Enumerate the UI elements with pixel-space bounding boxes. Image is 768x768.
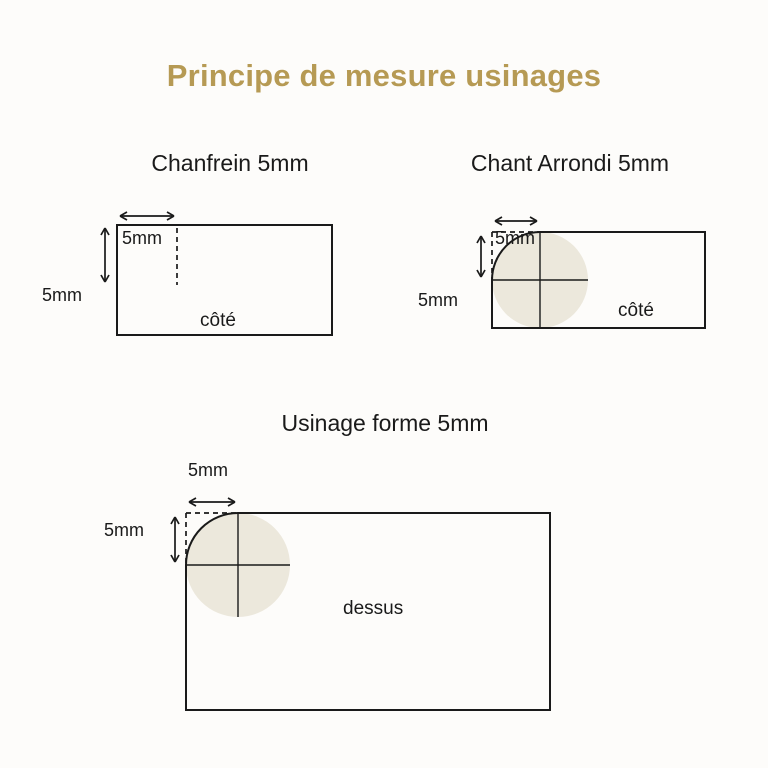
round-edge-vertical-dim-label: 5mm bbox=[418, 290, 458, 310]
figure-usinage-forme-title: Usinage forme 5mm bbox=[281, 410, 489, 436]
figure-chanfrein-drawing bbox=[60, 210, 400, 390]
round-edge-face-label: côté bbox=[618, 300, 654, 321]
chamfer-face-label: côté bbox=[200, 310, 236, 331]
chamfer-vertical-dim-label: 5mm bbox=[42, 285, 82, 305]
shaped-vertical-dim-label: 5mm bbox=[104, 520, 144, 540]
figure-chant-arrondi bbox=[400, 150, 740, 390]
figure-chant-arrondi-title: Chant Arrondi 5mm bbox=[470, 150, 670, 176]
shaped-horizontal-dim-label: 5mm bbox=[188, 460, 228, 480]
figure-chanfrein-title: Chanfrein 5mm bbox=[151, 150, 309, 176]
shaped-face-label: dessus bbox=[343, 598, 404, 619]
page-title: Principe de mesure usinages bbox=[166, 58, 602, 93]
figure-chanfrein bbox=[42, 150, 400, 390]
chamfer-horizontal-dim-label: 5mm bbox=[122, 228, 162, 248]
figure-usinage-forme-drawing bbox=[60, 460, 710, 730]
figure-usinage-forme bbox=[60, 410, 710, 740]
round-edge-horizontal-dim-label: 5mm bbox=[495, 228, 535, 248]
